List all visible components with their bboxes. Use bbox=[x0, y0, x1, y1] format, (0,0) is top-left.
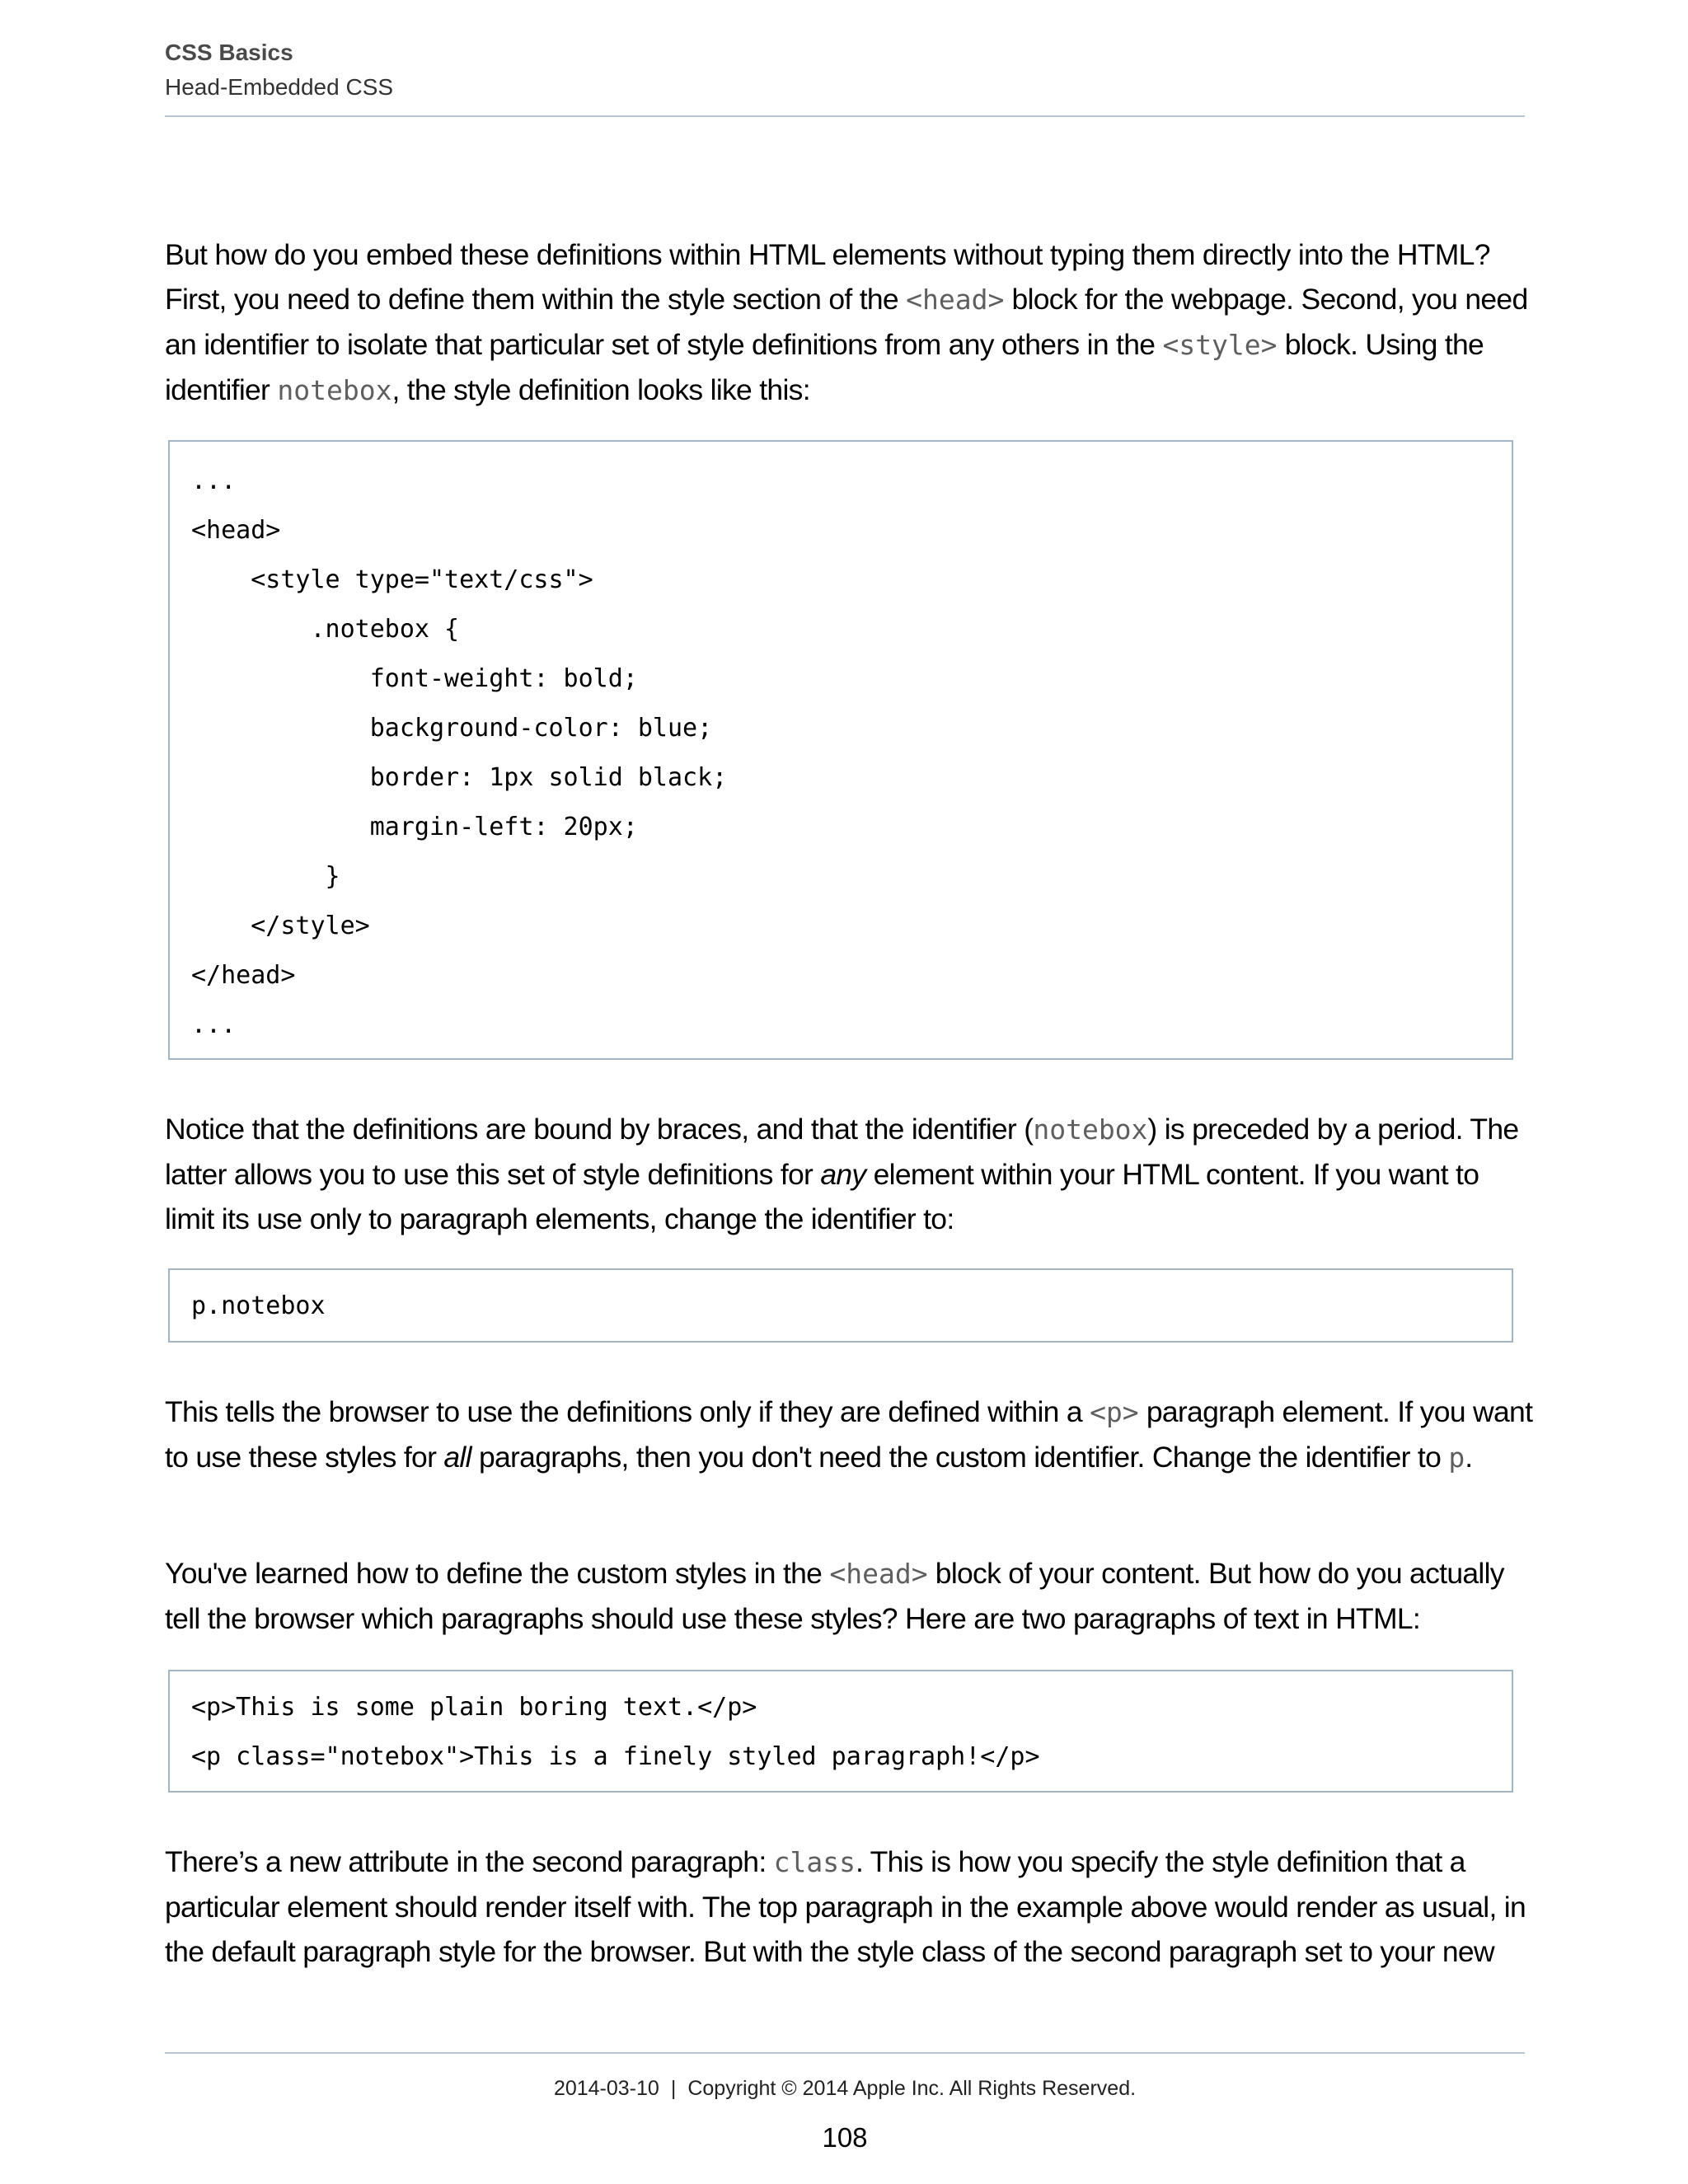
chapter-title: CSS Basics bbox=[165, 40, 293, 65]
code-line: ... bbox=[191, 466, 237, 495]
inline-code-class: class bbox=[773, 1846, 856, 1878]
paragraph-class-attribute bbox=[165, 1840, 1533, 1974]
code-line: <head> bbox=[191, 516, 281, 545]
text-run: block of your content. But how do you actually tell the browser which paragraphs should use these styles? Here are two paragraphs of text in HTML: bbox=[165, 1557, 1504, 1635]
inline-code-style: <style> bbox=[1162, 329, 1278, 361]
text-run: , the style definition looks like this: bbox=[392, 373, 810, 406]
code-line: ... bbox=[191, 1010, 237, 1039]
text-run: block for the webpage. Second, you need an identifier to isolate that particular set of style definitions from any others in the bbox=[165, 283, 1528, 361]
footer-separator: | bbox=[670, 2077, 677, 2100]
inline-code-notebox: notebox bbox=[1033, 1113, 1148, 1146]
text-run: You've learned how to define the custom styles in the bbox=[165, 1557, 830, 1590]
code-line: } bbox=[191, 862, 340, 891]
text-run: paragraph element. If you want to use these styles for bbox=[165, 1395, 1533, 1474]
paragraph-braces bbox=[165, 1107, 1533, 1241]
code-line: background-color: blue; bbox=[191, 714, 713, 743]
code-line: </style> bbox=[191, 912, 370, 940]
inline-code-notebox: notebox bbox=[277, 374, 392, 406]
inline-code-p-tag: <p> bbox=[1090, 1396, 1139, 1428]
code-line: p.notebox bbox=[191, 1291, 326, 1320]
paragraph-intro bbox=[165, 232, 1533, 413]
emphasis-any: any bbox=[820, 1158, 866, 1191]
inline-code-p: p bbox=[1448, 1441, 1465, 1474]
code-line: .notebox { bbox=[191, 615, 460, 644]
footer-copyright: Copyright © 2014 Apple Inc. All Rights Reserved. bbox=[687, 2077, 1137, 2100]
text-run: . This is how you specify the style definition that a particular element should render itself with. The top paragraph in the example above would render as usual, in the default paragraph style for the browser. But with the style class of the second paragraph set to your new bbox=[165, 1845, 1526, 1968]
text-run: . bbox=[1465, 1441, 1473, 1474]
paragraph-p-element bbox=[165, 1390, 1533, 1480]
inline-code-head: <head> bbox=[829, 1558, 928, 1590]
code-line: </head> bbox=[191, 961, 296, 990]
code-block-style-definition bbox=[168, 440, 1513, 1060]
page-footer bbox=[165, 2052, 1525, 2153]
text-run: Notice that the definitions are bound by braces, and that the identifier ( bbox=[165, 1113, 1034, 1146]
code-line: border: 1px solid black; bbox=[191, 763, 728, 792]
code-block-p-notebox bbox=[168, 1268, 1513, 1343]
inline-code-head: <head> bbox=[906, 284, 1005, 316]
footer-date: 2014-03-10 bbox=[553, 2077, 659, 2100]
code-line: <p>This is some plain boring text.</p> bbox=[191, 1693, 757, 1722]
code-line: <style type="text/css"> bbox=[191, 565, 593, 594]
code-line: <p class="notebox">This is a finely styled paragraph!</p> bbox=[191, 1742, 1040, 1771]
page-header bbox=[165, 36, 1525, 117]
code-line: margin-left: 20px; bbox=[191, 813, 638, 841]
section-title: Head-Embedded CSS bbox=[165, 74, 394, 100]
code-line: font-weight: bold; bbox=[191, 664, 638, 693]
text-run: ) is preceded by a period. The latter allows you to use this set of style definitions for bbox=[165, 1113, 1519, 1191]
text-run: block. Using the identifier bbox=[165, 328, 1484, 406]
page-number: 108 bbox=[822, 2122, 868, 2153]
code-block-paragraphs bbox=[168, 1670, 1513, 1793]
text-run: element within your HTML content. If you want to limit its use only to paragraph elements, change the identifier to: bbox=[165, 1158, 1479, 1235]
paragraph-head-block bbox=[165, 1551, 1533, 1641]
emphasis-all: all bbox=[443, 1441, 471, 1474]
text-run: There’s a new attribute in the second paragraph: bbox=[165, 1845, 774, 1878]
footer-copyright-line bbox=[165, 2074, 1525, 2103]
text-run: paragraphs, then you don't need the custom identifier. Change the identifier to bbox=[471, 1441, 1449, 1474]
text-run: This tells the browser to use the definitions only if they are defined within a bbox=[165, 1395, 1090, 1428]
text-run: But how do you embed these definitions within HTML elements without typing them directly into the HTML? First, you need to define them within the style section of the bbox=[165, 238, 1490, 316]
